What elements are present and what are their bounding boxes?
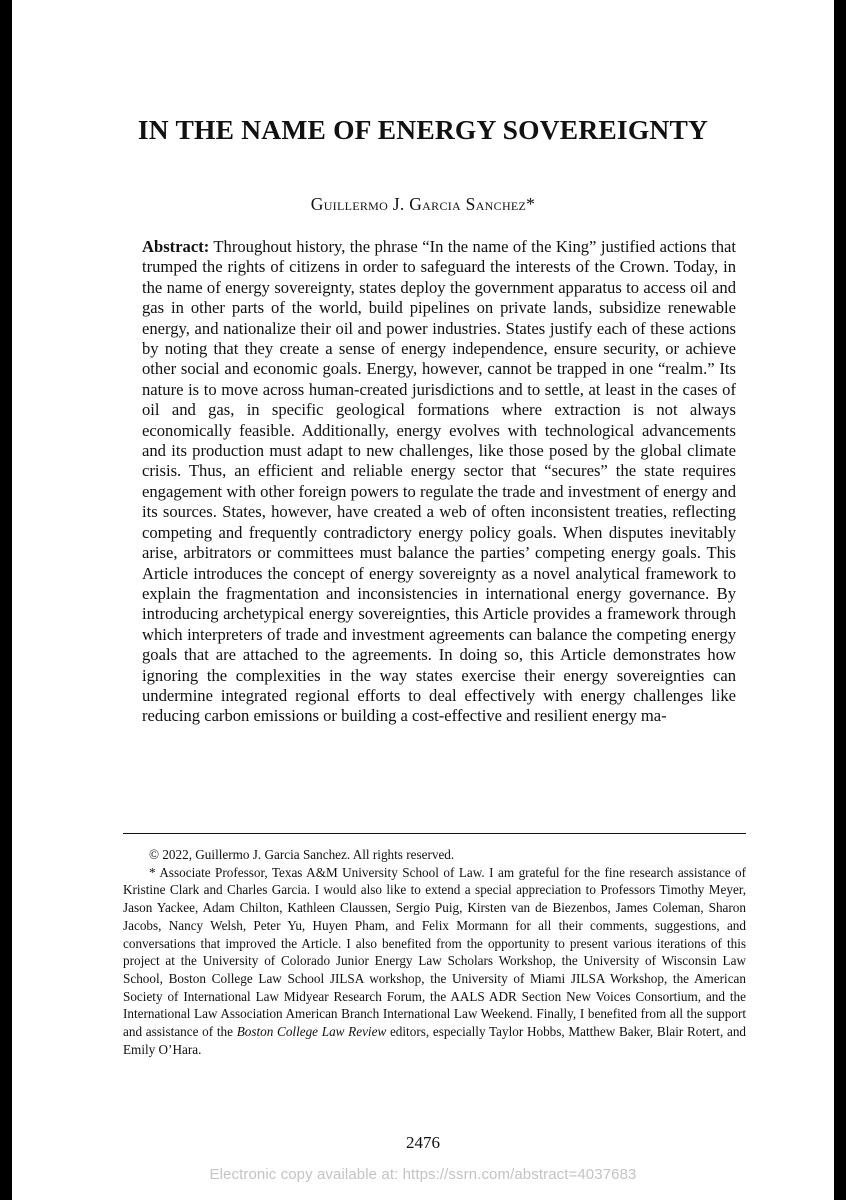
footnotes bbox=[123, 846, 746, 1058]
ssrn-notice: Electronic copy available at: https://ssrn.com/abstract=4037683 bbox=[209, 1166, 637, 1183]
abstract-text: Throughout history, the phrase “In the name of the King” justified actions that trumped the rights of citizens in order to safeguard the interests of the Crown. Today, in the name of energy sovereignty, states deploy the government apparatus to access oil and gas in other parts of the world, build pipelines on private lands, subsidize renewable energy, and nationalize their oil and power industries. States justify each of these actions by noting that they create a sense of energy independence, ensure security, or achieve other social and economic goals. Energy, however, cannot be trapped in one “realm.” Its nature is to move across human-created jurisdictions and to settle, at least in the cases of oil and gas, in specific geological formations where extraction is not always economically feasible. Additionally, energy evolves with technological advancements and its production must adapt to new challenges, like those posed by the global climate crisis. Thus, an efficient and reliable energy sector that “secures” the state requires engagement with other foreign powers to regulate the trade and investment of energy and its sources. States, however, have created a web of often inconsistent treaties, reflecting competing and frequently contradictory energy policy goals. When disputes inevitably arise, arbitrators or committees must balance the parties’ competing energy goals. This Article introduces the concept of energy sovereignty as a novel analytical framework to explain the fragmentation and inconsistencies in international energy governance. By introducing archetypical energy sovereignties, this Article provides a framework through which interpreters of trade and investment agreements can balance the competing energy goals that are attached to the agreements. In doing so, this Article demonstrates how ignoring the complexities in the way states exercise their energy sovereignties can undermine integrated regional efforts to deal effectively with energy challenges like reducing carbon emissions or building a cost-effective and resilient energy ma- bbox=[142, 237, 736, 726]
page-number: 2476 bbox=[406, 1133, 440, 1152]
author-footnote-text-end: editors, especially Taylor Hobbs, Matthew Baker, Blair Rotert, and Emily O’Hara. bbox=[123, 1024, 747, 1057]
author-footnote bbox=[123, 864, 746, 1059]
author-footnote-text: * Associate Professor, Texas A&M University School of Law. I am grateful for the fine research assistance of Kristine Clark and Charles Garcia. I would also like to extend a special appreciation to Professors Timothy Meyer, Jason Yackee, Adam Chilton, Kathleen Claussen, Sergio Puig, Kirsten van de Biezenbos, James Coleman, Sharon Jacobs, Nancy Welsh, Peter Yu, Huyen Pham, and Felix Mormann for all their comments, suggestions, and conversations that improved the Article. I also benefited from the opportunity to present various iterations of this project at the University of Colorado Junior Energy Law Scholars Workshop, the University of Wisconsin Law School, Boston College Law School JILSA workshop, the University of Miami JILSA Workshop, the American Society of International Law Midyear Research Forum, the AALS ADR Section New Voices Consortium, and the International Law Association American Branch International Law Weekend. Finally, I benefited from all the support and assistance of the bbox=[123, 864, 746, 1040]
document-page bbox=[12, 0, 834, 1200]
article-title: IN THE NAME OF ENERGY SOVEREIGNTY bbox=[137, 114, 709, 145]
abstract bbox=[142, 237, 736, 727]
footnote-divider bbox=[123, 833, 746, 834]
copyright-notice: © 2022, Guillermo J. Garcia Sanchez. All rights reserved. bbox=[149, 847, 455, 862]
abstract-label: Abstract: bbox=[142, 237, 210, 256]
article-author: Guillermo J. Garcia Sanchez* bbox=[310, 194, 536, 214]
journal-name: Boston College Law Review bbox=[236, 1024, 387, 1040]
